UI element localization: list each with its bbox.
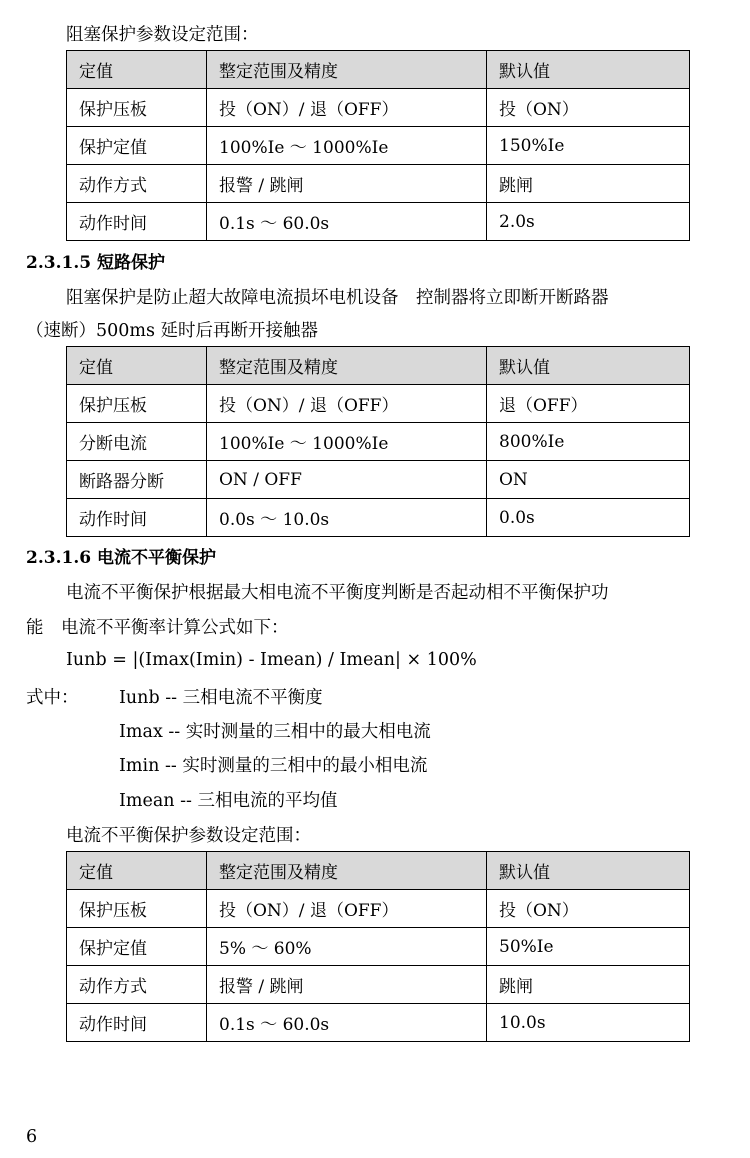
table-header-row bbox=[67, 347, 690, 385]
unbalance-heading: 2.3.1.6 电流不平衡保护 bbox=[26, 548, 216, 568]
cell-setting: 保护压板 bbox=[67, 890, 207, 928]
table-row bbox=[67, 890, 690, 928]
cell-default: 10.0s bbox=[487, 1004, 690, 1042]
cell-setting: 分断电流 bbox=[67, 423, 207, 461]
cell-range: 0.0s ～ 10.0s bbox=[207, 499, 487, 537]
cell-default: 跳闸 bbox=[487, 165, 690, 203]
cell-default: 退（OFF） bbox=[487, 385, 690, 423]
header-setting: 定值 bbox=[67, 347, 207, 385]
cell-setting: 断路器分断 bbox=[67, 461, 207, 499]
definition-iunb: Iunb -- 三相电流不平衡度 bbox=[119, 688, 323, 708]
where-label: 式中： bbox=[26, 688, 79, 708]
table-row bbox=[67, 423, 690, 461]
cell-setting: 动作时间 bbox=[67, 499, 207, 537]
table-row bbox=[67, 203, 690, 241]
cell-range: 投（ON）/ 退（OFF） bbox=[207, 89, 487, 127]
table-header-row bbox=[67, 51, 690, 89]
table-row bbox=[67, 1004, 690, 1042]
table-header-row bbox=[67, 852, 690, 890]
table-row bbox=[67, 928, 690, 966]
cell-range: 报警 / 跳闸 bbox=[207, 966, 487, 1004]
header-default: 默认值 bbox=[487, 852, 690, 890]
header-range: 整定范围及精度 bbox=[207, 347, 487, 385]
table-row bbox=[67, 127, 690, 165]
cell-range: 投（ON）/ 退（OFF） bbox=[207, 890, 487, 928]
header-setting: 定值 bbox=[67, 852, 207, 890]
short-circuit-table bbox=[66, 346, 690, 537]
definition-imean: Imean -- 三相电流的平均值 bbox=[119, 791, 338, 811]
unbalance-text-line-2: 能 电流不平衡率计算公式如下： bbox=[26, 618, 289, 638]
cell-setting: 动作时间 bbox=[67, 1004, 207, 1042]
table-row bbox=[67, 385, 690, 423]
cell-default: 0.0s bbox=[487, 499, 690, 537]
cell-default: 2.0s bbox=[487, 203, 690, 241]
table1-caption: 阻塞保护参数设定范围： bbox=[66, 25, 259, 45]
cell-range: 投（ON）/ 退（OFF） bbox=[207, 385, 487, 423]
short-circuit-text-line-2: （速断）500ms 延时后再断开接触器 bbox=[26, 321, 319, 341]
definition-imin: Imin -- 实时测量的三相中的最小相电流 bbox=[119, 756, 428, 776]
cell-setting: 保护定值 bbox=[67, 127, 207, 165]
cell-default: 800%Ie bbox=[487, 423, 690, 461]
short-circuit-heading: 2.3.1.5 短路保护 bbox=[26, 253, 165, 273]
cell-range: 0.1s ～ 60.0s bbox=[207, 203, 487, 241]
header-setting: 定值 bbox=[67, 51, 207, 89]
cell-default: ON bbox=[487, 461, 690, 499]
cell-range: 报警 / 跳闸 bbox=[207, 165, 487, 203]
cell-default: 150%Ie bbox=[487, 127, 690, 165]
cell-default: 投（ON） bbox=[487, 890, 690, 928]
cell-setting: 动作方式 bbox=[67, 165, 207, 203]
cell-setting: 保护定值 bbox=[67, 928, 207, 966]
cell-setting: 动作时间 bbox=[67, 203, 207, 241]
table-row bbox=[67, 966, 690, 1004]
header-default: 默认值 bbox=[487, 51, 690, 89]
unbalance-protection-table bbox=[66, 851, 690, 1042]
cell-setting: 动作方式 bbox=[67, 966, 207, 1004]
cell-range: 0.1s ～ 60.0s bbox=[207, 1004, 487, 1042]
blocking-protection-table bbox=[66, 50, 690, 241]
definition-imax: Imax -- 实时测量的三相中的最大相电流 bbox=[119, 722, 431, 742]
table-row bbox=[67, 499, 690, 537]
cell-range: ON / OFF bbox=[207, 461, 487, 499]
short-circuit-text-line-1: 阻塞保护是防止超大故障电流损坏电机设备 控制器将立即断开断路器 bbox=[66, 288, 609, 308]
unbalance-text-line-1: 电流不平衡保护根据最大相电流不平衡度判断是否起动相不平衡保护功 bbox=[66, 583, 609, 603]
table3-caption: 电流不平衡保护参数设定范围： bbox=[66, 826, 311, 846]
unbalance-formula: Iunb = |(Imax(Imin) - Imean) / Imean| × 100% bbox=[66, 650, 477, 670]
cell-setting: 保护压板 bbox=[67, 89, 207, 127]
cell-default: 投（ON） bbox=[487, 89, 690, 127]
table-row bbox=[67, 165, 690, 203]
cell-setting: 保护压板 bbox=[67, 385, 207, 423]
cell-range: 5% ～ 60% bbox=[207, 928, 487, 966]
cell-range: 100%Ie ～ 1000%Ie bbox=[207, 127, 487, 165]
cell-default: 50%Ie bbox=[487, 928, 690, 966]
header-range: 整定范围及精度 bbox=[207, 51, 487, 89]
table-row bbox=[67, 89, 690, 127]
table-row bbox=[67, 461, 690, 499]
header-range: 整定范围及精度 bbox=[207, 852, 487, 890]
cell-range: 100%Ie ～ 1000%Ie bbox=[207, 423, 487, 461]
cell-default: 跳闸 bbox=[487, 966, 690, 1004]
header-default: 默认值 bbox=[487, 347, 690, 385]
page-number: 6 bbox=[26, 1127, 38, 1147]
